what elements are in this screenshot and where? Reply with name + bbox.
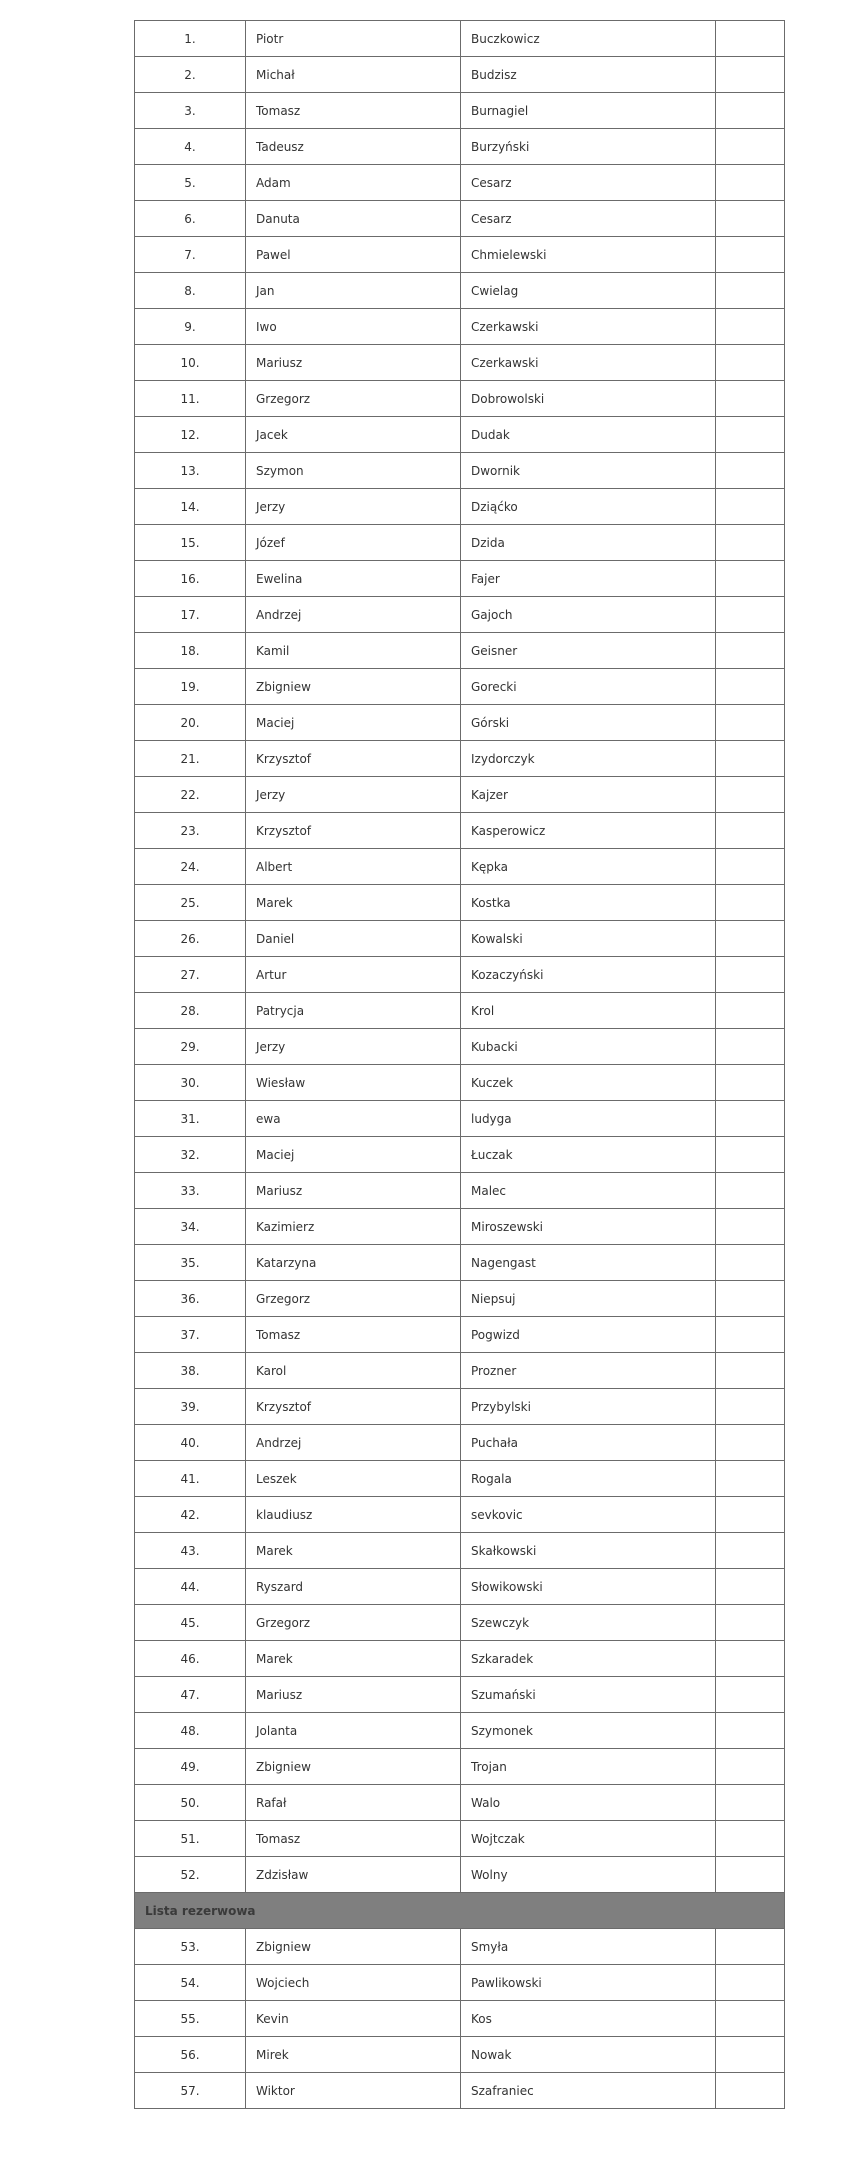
table-row <box>135 1101 785 1137</box>
last-name: Łuczak <box>461 1137 716 1173</box>
empty-cell <box>716 1029 785 1065</box>
row-number: 30. <box>135 1065 246 1101</box>
row-number: 26. <box>135 921 246 957</box>
last-name: Dwornik <box>461 453 716 489</box>
first-name: Jerzy <box>246 777 461 813</box>
table-row <box>135 561 785 597</box>
first-name: Wiktor <box>246 2073 461 2109</box>
empty-cell <box>716 93 785 129</box>
empty-cell <box>716 561 785 597</box>
last-name: Malec <box>461 1173 716 1209</box>
row-number: 15. <box>135 525 246 561</box>
empty-cell <box>716 309 785 345</box>
table-row <box>135 777 785 813</box>
last-name: Wojtczak <box>461 1821 716 1857</box>
last-name: Kuczek <box>461 1065 716 1101</box>
empty-cell <box>716 129 785 165</box>
last-name: Trojan <box>461 1749 716 1785</box>
last-name: Szewczyk <box>461 1605 716 1641</box>
row-number: 33. <box>135 1173 246 1209</box>
first-name: Patrycja <box>246 993 461 1029</box>
last-name: Pawlikowski <box>461 1965 716 2001</box>
last-name: Walo <box>461 1785 716 1821</box>
row-number: 23. <box>135 813 246 849</box>
last-name: Kostka <box>461 885 716 921</box>
empty-cell <box>716 669 785 705</box>
table-row <box>135 1029 785 1065</box>
empty-cell <box>716 201 785 237</box>
first-name: ewa <box>246 1101 461 1137</box>
row-number: 44. <box>135 1569 246 1605</box>
empty-cell <box>716 381 785 417</box>
table-row <box>135 921 785 957</box>
last-name: Dziąćko <box>461 489 716 525</box>
last-name: Kowalski <box>461 921 716 957</box>
table-row <box>135 1317 785 1353</box>
empty-cell <box>716 885 785 921</box>
table-row <box>135 1605 785 1641</box>
row-number: 43. <box>135 1533 246 1569</box>
empty-cell <box>716 1425 785 1461</box>
last-name: Kozaczyński <box>461 957 716 993</box>
table-row <box>135 633 785 669</box>
reserve-list-header <box>135 1893 785 1929</box>
table-row <box>135 129 785 165</box>
table-row <box>135 1209 785 1245</box>
table-row <box>135 525 785 561</box>
table-row <box>135 57 785 93</box>
table-row <box>135 21 785 57</box>
last-name: Chmielewski <box>461 237 716 273</box>
table-row <box>135 1245 785 1281</box>
reserve-section <box>135 1893 785 1929</box>
table-row <box>135 201 785 237</box>
table-row <box>135 1749 785 1785</box>
first-name: Wiesław <box>246 1065 461 1101</box>
first-name: Kevin <box>246 2001 461 2037</box>
last-name: Górski <box>461 705 716 741</box>
last-name: Cesarz <box>461 165 716 201</box>
empty-cell <box>716 21 785 57</box>
last-name: Dzida <box>461 525 716 561</box>
first-name: Rafał <box>246 1785 461 1821</box>
last-name: Izydorczyk <box>461 741 716 777</box>
empty-cell <box>716 705 785 741</box>
table-row <box>135 1389 785 1425</box>
table-row <box>135 1425 785 1461</box>
empty-cell <box>716 921 785 957</box>
row-number: 35. <box>135 1245 246 1281</box>
row-number: 28. <box>135 993 246 1029</box>
empty-cell <box>716 525 785 561</box>
row-number: 46. <box>135 1641 246 1677</box>
row-number: 42. <box>135 1497 246 1533</box>
row-number: 49. <box>135 1749 246 1785</box>
last-name: Szkaradek <box>461 1641 716 1677</box>
row-number: 45. <box>135 1605 246 1641</box>
last-name: Gorecki <box>461 669 716 705</box>
empty-cell <box>716 1281 785 1317</box>
row-number: 29. <box>135 1029 246 1065</box>
empty-cell <box>716 1857 785 1893</box>
table-row <box>135 417 785 453</box>
first-name: Grzegorz <box>246 381 461 417</box>
first-name: Michał <box>246 57 461 93</box>
row-number: 40. <box>135 1425 246 1461</box>
first-name: Ryszard <box>246 1569 461 1605</box>
first-name: Wojciech <box>246 1965 461 2001</box>
last-name: Gajoch <box>461 597 716 633</box>
row-number: 20. <box>135 705 246 741</box>
last-name: Szafraniec <box>461 2073 716 2109</box>
empty-cell <box>716 237 785 273</box>
first-name: Zbigniew <box>246 669 461 705</box>
first-name: Kamil <box>246 633 461 669</box>
first-name: Piotr <box>246 21 461 57</box>
first-name: Tomasz <box>246 93 461 129</box>
row-number: 50. <box>135 1785 246 1821</box>
row-number: 53. <box>135 1929 246 1965</box>
table-row <box>135 813 785 849</box>
first-name: Danuta <box>246 201 461 237</box>
first-name: Zdzisław <box>246 1857 461 1893</box>
first-name: Tomasz <box>246 1821 461 1857</box>
empty-cell <box>716 417 785 453</box>
empty-cell <box>716 1569 785 1605</box>
row-number: 19. <box>135 669 246 705</box>
table-row <box>135 1713 785 1749</box>
first-name: Marek <box>246 885 461 921</box>
table-row <box>135 1641 785 1677</box>
first-name: Tadeusz <box>246 129 461 165</box>
first-name: Marek <box>246 1533 461 1569</box>
table-row <box>135 1677 785 1713</box>
row-number: 21. <box>135 741 246 777</box>
last-name: Kępka <box>461 849 716 885</box>
row-number: 3. <box>135 93 246 129</box>
table-row <box>135 93 785 129</box>
table-row <box>135 1929 785 1965</box>
table-row <box>135 849 785 885</box>
empty-cell <box>716 489 785 525</box>
first-name: Leszek <box>246 1461 461 1497</box>
table-row <box>135 453 785 489</box>
first-name: Mirek <box>246 2037 461 2073</box>
table-row <box>135 1137 785 1173</box>
row-number: 47. <box>135 1677 246 1713</box>
last-name: Miroszewski <box>461 1209 716 1245</box>
table-row <box>135 1353 785 1389</box>
empty-cell <box>716 1389 785 1425</box>
empty-cell <box>716 957 785 993</box>
row-number: 4. <box>135 129 246 165</box>
table-row <box>135 885 785 921</box>
row-number: 48. <box>135 1713 246 1749</box>
empty-cell <box>716 345 785 381</box>
last-name: Geisner <box>461 633 716 669</box>
reserve-list-heading: Lista rezerwowa <box>135 1893 785 1929</box>
first-name: Katarzyna <box>246 1245 461 1281</box>
row-number: 56. <box>135 2037 246 2073</box>
empty-cell <box>716 1965 785 2001</box>
table-row <box>135 1785 785 1821</box>
last-name: Przybylski <box>461 1389 716 1425</box>
table-row <box>135 345 785 381</box>
table-row <box>135 381 785 417</box>
empty-cell <box>716 1317 785 1353</box>
first-name: Jerzy <box>246 1029 461 1065</box>
empty-cell <box>716 849 785 885</box>
empty-cell <box>716 2001 785 2037</box>
row-number: 17. <box>135 597 246 633</box>
first-name: Tomasz <box>246 1317 461 1353</box>
last-name: Słowikowski <box>461 1569 716 1605</box>
last-name: Nowak <box>461 2037 716 2073</box>
first-name: Mariusz <box>246 1173 461 1209</box>
empty-cell <box>716 273 785 309</box>
first-name: Iwo <box>246 309 461 345</box>
first-name: Jerzy <box>246 489 461 525</box>
empty-cell <box>716 57 785 93</box>
row-number: 14. <box>135 489 246 525</box>
table-row <box>135 705 785 741</box>
table-row <box>135 165 785 201</box>
first-name: Andrzej <box>246 1425 461 1461</box>
row-number: 18. <box>135 633 246 669</box>
first-name: Ewelina <box>246 561 461 597</box>
first-name: Józef <box>246 525 461 561</box>
last-name: Budzisz <box>461 57 716 93</box>
empty-cell <box>716 741 785 777</box>
first-name: Maciej <box>246 705 461 741</box>
row-number: 31. <box>135 1101 246 1137</box>
first-name: Kazimierz <box>246 1209 461 1245</box>
first-name: Szymon <box>246 453 461 489</box>
row-number: 25. <box>135 885 246 921</box>
table-row <box>135 1857 785 1893</box>
table-row <box>135 993 785 1029</box>
first-name: Pawel <box>246 237 461 273</box>
empty-cell <box>716 1641 785 1677</box>
first-name: Karol <box>246 1353 461 1389</box>
first-name: klaudiusz <box>246 1497 461 1533</box>
last-name: Dobrowolski <box>461 381 716 417</box>
empty-cell <box>716 813 785 849</box>
last-name: Dudak <box>461 417 716 453</box>
table-row <box>135 957 785 993</box>
row-number: 37. <box>135 1317 246 1353</box>
row-number: 1. <box>135 21 246 57</box>
table-row <box>135 309 785 345</box>
row-number: 6. <box>135 201 246 237</box>
last-name: Cwielag <box>461 273 716 309</box>
row-number: 12. <box>135 417 246 453</box>
empty-cell <box>716 2073 785 2109</box>
last-name: Burzyński <box>461 129 716 165</box>
row-number: 10. <box>135 345 246 381</box>
first-name: Krzysztof <box>246 741 461 777</box>
row-number: 27. <box>135 957 246 993</box>
row-number: 39. <box>135 1389 246 1425</box>
first-name: Zbigniew <box>246 1749 461 1785</box>
last-name: Prozner <box>461 1353 716 1389</box>
first-name: Artur <box>246 957 461 993</box>
row-number: 11. <box>135 381 246 417</box>
last-name: Kasperowicz <box>461 813 716 849</box>
empty-cell <box>716 1749 785 1785</box>
first-name: Krzysztof <box>246 813 461 849</box>
table-row <box>135 2073 785 2109</box>
empty-cell <box>716 165 785 201</box>
first-name: Jolanta <box>246 1713 461 1749</box>
empty-cell <box>716 1065 785 1101</box>
last-name: Rogala <box>461 1461 716 1497</box>
first-name: Maciej <box>246 1137 461 1173</box>
last-name: Burnagiel <box>461 93 716 129</box>
last-name: Pogwizd <box>461 1317 716 1353</box>
row-number: 8. <box>135 273 246 309</box>
first-name: Mariusz <box>246 1677 461 1713</box>
last-name: sevkovic <box>461 1497 716 1533</box>
first-name: Zbigniew <box>246 1929 461 1965</box>
row-number: 5. <box>135 165 246 201</box>
last-name: Kajzer <box>461 777 716 813</box>
main-list-body <box>135 21 785 1893</box>
last-name: ludyga <box>461 1101 716 1137</box>
empty-cell <box>716 1713 785 1749</box>
table-row <box>135 2001 785 2037</box>
empty-cell <box>716 1173 785 1209</box>
empty-cell <box>716 2037 785 2073</box>
last-name: Krol <box>461 993 716 1029</box>
row-number: 16. <box>135 561 246 597</box>
first-name: Albert <box>246 849 461 885</box>
last-name: Kubacki <box>461 1029 716 1065</box>
first-name: Adam <box>246 165 461 201</box>
empty-cell <box>716 993 785 1029</box>
empty-cell <box>716 1821 785 1857</box>
last-name: Nagengast <box>461 1245 716 1281</box>
last-name: Buczkowicz <box>461 21 716 57</box>
row-number: 41. <box>135 1461 246 1497</box>
last-name: Puchała <box>461 1425 716 1461</box>
table-row <box>135 741 785 777</box>
table-row <box>135 1965 785 2001</box>
table-row <box>135 1569 785 1605</box>
last-name: Kos <box>461 2001 716 2037</box>
table-row <box>135 1533 785 1569</box>
row-number: 38. <box>135 1353 246 1389</box>
row-number: 24. <box>135 849 246 885</box>
table-row <box>135 1497 785 1533</box>
first-name: Grzegorz <box>246 1605 461 1641</box>
empty-cell <box>716 1353 785 1389</box>
table-row <box>135 2037 785 2073</box>
table-row <box>135 1173 785 1209</box>
first-name: Jan <box>246 273 461 309</box>
empty-cell <box>716 1605 785 1641</box>
empty-cell <box>716 1929 785 1965</box>
empty-cell <box>716 1209 785 1245</box>
table-row <box>135 237 785 273</box>
reserve-list-body <box>135 1929 785 2109</box>
row-number: 7. <box>135 237 246 273</box>
empty-cell <box>716 1785 785 1821</box>
first-name: Marek <box>246 1641 461 1677</box>
empty-cell <box>716 597 785 633</box>
first-name: Mariusz <box>246 345 461 381</box>
table-row <box>135 1281 785 1317</box>
table-row <box>135 597 785 633</box>
last-name: Szumański <box>461 1677 716 1713</box>
first-name: Krzysztof <box>246 1389 461 1425</box>
empty-cell <box>716 633 785 669</box>
first-name: Jacek <box>246 417 461 453</box>
row-number: 57. <box>135 2073 246 2109</box>
last-name: Cesarz <box>461 201 716 237</box>
table-row <box>135 1065 785 1101</box>
first-name: Daniel <box>246 921 461 957</box>
last-name: Czerkawski <box>461 345 716 381</box>
first-name: Grzegorz <box>246 1281 461 1317</box>
table-row <box>135 273 785 309</box>
row-number: 54. <box>135 1965 246 2001</box>
last-name: Szymonek <box>461 1713 716 1749</box>
last-name: Smyła <box>461 1929 716 1965</box>
table-row <box>135 489 785 525</box>
empty-cell <box>716 1245 785 1281</box>
table-row <box>135 669 785 705</box>
empty-cell <box>716 1497 785 1533</box>
row-number: 36. <box>135 1281 246 1317</box>
last-name: Wolny <box>461 1857 716 1893</box>
empty-cell <box>716 777 785 813</box>
table-row <box>135 1461 785 1497</box>
last-name: Fajer <box>461 561 716 597</box>
last-name: Czerkawski <box>461 309 716 345</box>
empty-cell <box>716 1677 785 1713</box>
empty-cell <box>716 1461 785 1497</box>
empty-cell <box>716 453 785 489</box>
row-number: 34. <box>135 1209 246 1245</box>
row-number: 9. <box>135 309 246 345</box>
row-number: 51. <box>135 1821 246 1857</box>
last-name: Skałkowski <box>461 1533 716 1569</box>
row-number: 22. <box>135 777 246 813</box>
table-row <box>135 1821 785 1857</box>
row-number: 32. <box>135 1137 246 1173</box>
row-number: 13. <box>135 453 246 489</box>
empty-cell <box>716 1533 785 1569</box>
last-name: Niepsuj <box>461 1281 716 1317</box>
participants-table <box>134 20 785 2109</box>
row-number: 2. <box>135 57 246 93</box>
first-name: Andrzej <box>246 597 461 633</box>
row-number: 55. <box>135 2001 246 2037</box>
empty-cell <box>716 1101 785 1137</box>
empty-cell <box>716 1137 785 1173</box>
row-number: 52. <box>135 1857 246 1893</box>
